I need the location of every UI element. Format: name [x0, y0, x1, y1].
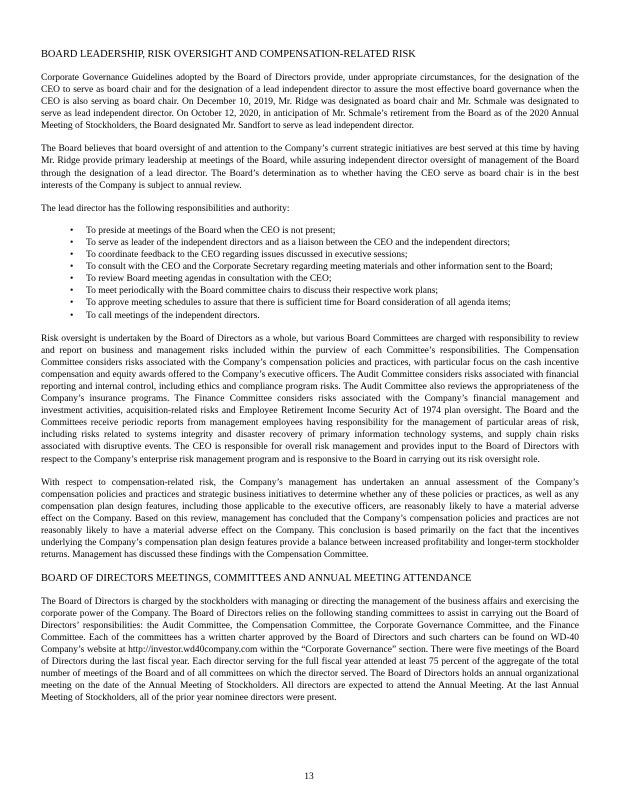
- paragraph-lead-director-intro: The lead director has the following responsibilities and authority:: [41, 204, 290, 215]
- list-item-duty-feedback: • To coordinate feedback to the CEO regarding issues discussed in executive sessions;: [86, 249, 579, 261]
- paragraph-risk-oversight: Risk oversight is undertaken by the Board of Directors as a whole, but various Board Committees are charged with responsibility to review and report on business and management risks included within the purview of each Committee’s responsibilities. The Compensation Committee considers risks associated with the Company’s compensation policies and practices, with particular focus on the cash incentive compensation and equity awards offered to the Company’s executive officers. The Audit Committee considers risks associated with financial reporting and internal control, including ethics and compliance program risks. The Audit Committee also reviews the appropriateness of the Company’s insurance programs. The Finance Committee considers risks associated with the Company’s financial management and investment activities, acquisition-related risks and Employee Retirement Income Security Act of 1974 plan oversight. The Board and the Committees receive periodic reports from management employees having responsibility for the management of particular areas of risk, including risks related to systems integrity and disaster recovery of primary information technology systems, and supply chain risks associated with disruptive events. The CEO is responsible for overall risk management and provides input to the Board of Directors with respect to the Company’s enterprise risk management program and is responsive to the Board in carrying out its risk oversight role.: [41, 334, 579, 465]
- list-item-duty-call-meetings: • To call meetings of the independent directors.: [86, 310, 579, 322]
- list-item-duty-schedules: • To approve meeting schedules to assure that there is sufficient time for Board consideration of all agenda items;: [86, 297, 579, 309]
- section-heading-board-meetings: BOARD OF DIRECTORS MEETINGS, COMMITTEES AND ANNUAL MEETING ATTENDANCE: [41, 572, 472, 584]
- list-item-duty-meet-chairs: • To meet periodically with the Board committee chairs to discuss their respective work plans;: [86, 285, 579, 297]
- paragraph-board-meetings: The Board of Directors is charged by the stockholders with managing or directing the management of the business affairs and exercising the corporate power of the Company. The Board of Directors relies on the following standing committees to assist in carrying out the Board of Directors’ responsibilities: the Audit Committee, the Compensation Committee, the Corporate Governance Committee, and the Finance Committee. Each of the committees has a written charter approved by the Board of Directors and such charters can be found on WD-40 Company’s website at http://investor.wd40company.com within the “Corporate Governance” section. There were five meetings of the Board of Directors during the last fiscal year. Each director serving for the full fiscal year attended at least 75 percent of the aggregate of the total number of meetings of the Board and of all committees on which the director served. The Board of Directors holds an annual organizational meeting on the date of the Annual Meeting of Stockholders. All directors are expected to attend the Annual Meeting. At the last Annual Meeting of Stockholders, all of the prior year nominee directors were present.: [41, 596, 579, 703]
- lead-director-duties-list: [41, 225, 579, 321]
- paragraph-board-believes: The Board believes that board oversight of and attention to the Company’s current strategic initiatives are best served at this time by having Mr. Ridge provide primary leadership at meetings of the Board, while assuring independent director oversight of management of the Board through the designation of a lead director. The Board’s determination as to whether having the CEO serve as board chair is in the best interests of the Company is subject to annual review.: [41, 144, 579, 191]
- list-item-duty-preside: • To preside at meetings of the Board when the CEO is not present;: [86, 225, 579, 237]
- list-item-duty-agendas: • To review Board meeting agendas in consultation with the CEO;: [86, 273, 579, 285]
- page-number: 13: [304, 771, 314, 782]
- list-item-duty-consult: • To consult with the CEO and the Corporate Secretary regarding meeting materials and other information sent to the Board;: [86, 261, 579, 273]
- list-item-duty-leader: • To serve as leader of the independent directors and as a liaison between the CEO and the independent directors;: [86, 237, 579, 249]
- paragraph-compensation-risk: With respect to compensation-related risk, the Company’s management has undertaken an annual assessment of the Company’s compensation policies and practices and strategic business initiatives to determine whether any of these policies or practices, as well as any compensation plan design features, including those applicable to the executive officers, are reasonably likely to have a material adverse effect on the Company. Based on this review, management has concluded that the Company’s compensation policies and practices are not reasonably likely to have a material adverse effect on the Company. This conclusion is based primarily on the fact that the incentives underlying the Company’s compensation plan design features provide a balance between increased profitability and longer-term stockholder returns. Management has discussed these findings with the Compensation Committee.: [41, 478, 579, 561]
- paragraph-governance-guidelines: Corporate Governance Guidelines adopted by the Board of Directors provide, under appropriate circumstances, for the designation of the CEO to serve as board chair and for the designation of a lead independent director to assure the most effective board governance when the CEO is also serving as board chair. On December 10, 2019, Mr. Ridge was designated as board chair and Mr. Schmale was designated to serve as lead independent director. On October 12, 2020, in anticipation of Mr. Schmale’s retirement from the Board as of the 2020 Annual Meeting of Stockholders, the Board designated Mr. Sandfort to serve as lead independent director.: [41, 72, 579, 131]
- section-heading-board-leadership: BOARD LEADERSHIP, RISK OVERSIGHT AND COMPENSATION-RELATED RISK: [41, 49, 416, 60]
